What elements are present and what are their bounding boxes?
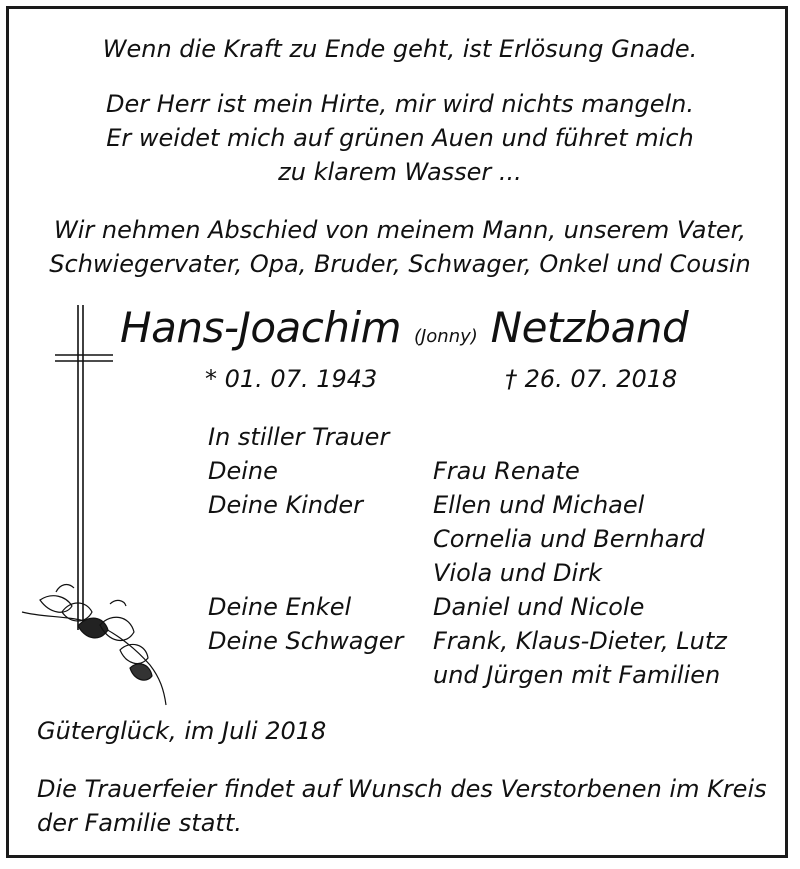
nickname: (Jonny) xyxy=(413,326,478,347)
death-date: † 26. 07. 2018 xyxy=(505,365,678,393)
last-name: Netzband xyxy=(490,303,689,352)
psalm-line-1: Der Herr ist mein Hirte, mir wird nichts mangeln. xyxy=(106,90,694,118)
mourner-name: Daniel und Nicole xyxy=(433,593,645,621)
first-name: Hans-Joachim xyxy=(120,303,402,352)
place-date: Güterglück, im Juli 2018 xyxy=(37,717,327,745)
mourner-label-children: Deine Kinder xyxy=(208,491,364,519)
notice-line-1: Die Trauerfeier findet auf Wunsch des Verstorbenen im Kreis xyxy=(37,775,767,803)
psalm-line-2: Er weidet mich auf grünen Auen und führet mich xyxy=(106,124,694,152)
mourner-name: Frau Renate xyxy=(433,457,580,485)
cross-icon xyxy=(55,305,113,630)
rose-icon xyxy=(22,585,166,705)
psalm-line-3: zu klarem Wasser ... xyxy=(278,158,522,186)
birth-date: * 01. 07. 1943 xyxy=(205,365,378,393)
mourner-name: Viola und Dirk xyxy=(433,559,602,587)
mourner-name: Frank, Klaus-Dieter, Lutz xyxy=(433,627,727,655)
opening-quote: Wenn die Kraft zu Ende geht, ist Erlösung Gnade. xyxy=(102,35,698,63)
mourner-label-wife: Deine xyxy=(208,457,278,485)
mourner-label-grandchildren: Deine Enkel xyxy=(208,593,352,621)
mourner-name: Cornelia und Bernhard xyxy=(433,525,705,553)
mourner-label-brothers-in-law: Deine Schwager xyxy=(208,627,404,655)
farewell-line-1: Wir nehmen Abschied von meinem Mann, unserem Vater, xyxy=(54,216,746,244)
mourner-name: und Jürgen mit Familien xyxy=(433,661,721,689)
notice-line-2: der Familie statt. xyxy=(37,809,242,837)
mourners-intro: In stiller Trauer xyxy=(208,423,390,451)
mourner-name: Ellen und Michael xyxy=(433,491,645,519)
farewell-line-2: Schwiegervater, Opa, Bruder, Schwager, Onkel und Cousin xyxy=(49,250,751,278)
